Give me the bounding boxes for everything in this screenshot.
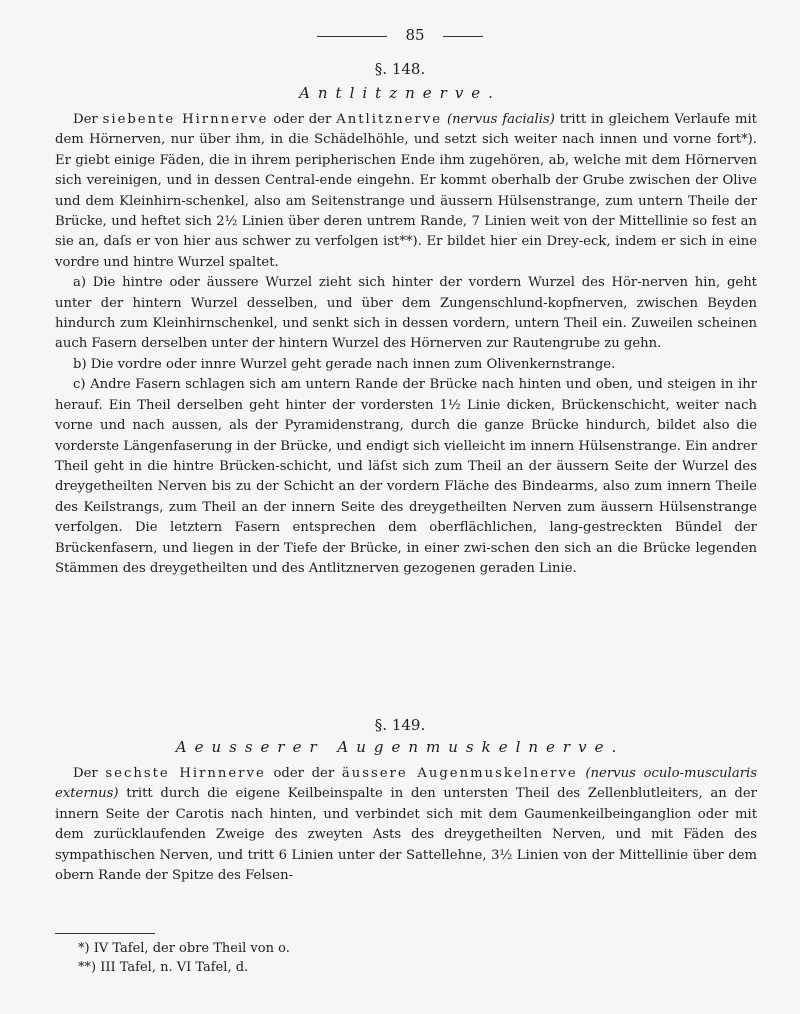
section-148-paragraph-a: a) Die hintre oder äussere Wurzel zieht sich hinter der vordern Wurzel des Hör-nerven hin, geht unter der hintern Wurzel desselben, und über dem Zungenschlund-kopfnerven, zwischen Beyden hindurch zum Kleinhirnschenkel, und senkt sich in dessen vordern, untern Theil ein. Zuweilen scheinen auch Fasern derselben unter der hintern Wurzel des Hörnerven zur Rautengrube zu gehn. — [55, 275, 757, 352]
section-149-paragraph-1 — [55, 764, 757, 886]
section-149-number: §. 149. — [374, 716, 426, 734]
header-rule-right — [443, 36, 483, 37]
text-run: Der — [73, 766, 98, 781]
footnote-1: *) IV Tafel, der obre Theil von o. — [78, 941, 290, 956]
footnotes — [78, 939, 290, 977]
text-run: tritt in gleichem Verlaufe mit dem Hörnerven, nur über ihm, in die Schädelhöhle, und setzt sich weiter nach innen und vorne fort*). Er giebt einige Fäden, die in ihrem peripherischen Ende ihm zugehören, ab, welche mit dem Hörnerven sich vereinigen, und in dessen Central-ende eingehn. Er kommt oberhalb der Grube zwischen der Olive und dem Kleinhirn-schenkel, also am Seitenstrange und äussern Hülsenstrange, zum untern Theile der Brücke, und heftet sich 2½ Linien über deren untrem Rande, 7 Linien weit von der Mittellinie so fest an sie an, daſs er von hier aus schwer zu verfolgen ist**). Er bildet hier ein Drey-eck, indem er sich in eine vordre und hintre Wurzel spaltet. — [55, 112, 757, 270]
header-rule-left — [317, 36, 387, 37]
section-149-body — [55, 764, 757, 886]
section-148-paragraph-b: b) Die vordre oder innre Wurzel geht gerade nach innen zum Olivenkernstrange. — [73, 356, 616, 372]
page-number: 85 — [405, 26, 425, 44]
page-header — [0, 26, 800, 44]
latin-term: (nervus facialis) — [446, 112, 555, 127]
section-148-title: Antlitznerve. — [299, 84, 501, 102]
footnote-2: **) III Tafel, n. VI Tafel, d. — [78, 960, 249, 975]
section-149-title: Aeusserer Augenmuskelnerve. — [175, 738, 625, 756]
term-siebente-hirnnerve: siebente Hirnnerve — [102, 112, 269, 127]
text-run: oder der — [273, 112, 332, 127]
term-sechste-hirnnerve: sechste Hirnnerve — [105, 766, 266, 781]
text-run: Der — [73, 112, 98, 127]
section-148-paragraph-1 — [55, 110, 757, 273]
latin-term: (nervus oculo-muscularis externus) — [55, 766, 757, 802]
footnote-rule — [55, 933, 155, 934]
section-148-number: §. 148. — [374, 60, 426, 78]
term-antlitznerve: Antlitznerve — [336, 112, 443, 127]
section-148-paragraph-c: c) Andre Fasern schlagen sich am untern Rande der Brücke nach hinten und oben, und steigen in ihr herauf. Ein Theil derselben geht hinter der vordersten 1½ Linie dicken, Brückenschicht, weiter nach vorne und nach aussen, als der Pyramidenstrang, durch die ganze Brücke hindurch, bildet also die vorderste Längenfaserung in der Brücke, und endigt sich vielleicht im innern Hülsenstrange. Ein andrer Theil geht in die hintre Brücken-schicht, und läſst sich zum Theil an der äussern Seite der Wurzel des dreygetheilten Nerven bis zu der Schicht an der vordern Fläche des Bindearms, also zum innern Theile des Keilstrangs, zum Theil an der innern Seite des dreygetheilten Nerven zum äussern Hülsenstrange verfolgen. Die letztern Fasern entsprechen dem oberflächlichen, lang-gestreckten Bündel der Brückenfasern, und liegen in der Tiefe der Brücke, in einer zwi-schen den sich an die Brücke legenden Stämmen des dreygetheilten und des Antlitznerven gezogenen geraden Linie. — [55, 377, 757, 576]
text-run: oder der — [273, 766, 335, 781]
text-run: tritt durch die eigene Keilbeinspalte in den untersten Theil des Zellenblutleiters, an der innern Seite der Carotis nach hinten, und verbindet sich mit dem Gaumenkeilbeinganglion oder mit dem zurücklaufenden Zweige des zweyten Asts des dreygetheilten Nerven, und mit Fäden des sympathischen Nerven, und tritt 6 Linien unter der Sattellehne, 3½ Linien von der Mittellinie über dem obern Rande der Spitze des Felsen- — [55, 786, 757, 884]
term-aeussere-augenmuskelnerve: äussere Augenmuskelnerve — [341, 766, 578, 781]
section-148-body — [55, 110, 757, 579]
